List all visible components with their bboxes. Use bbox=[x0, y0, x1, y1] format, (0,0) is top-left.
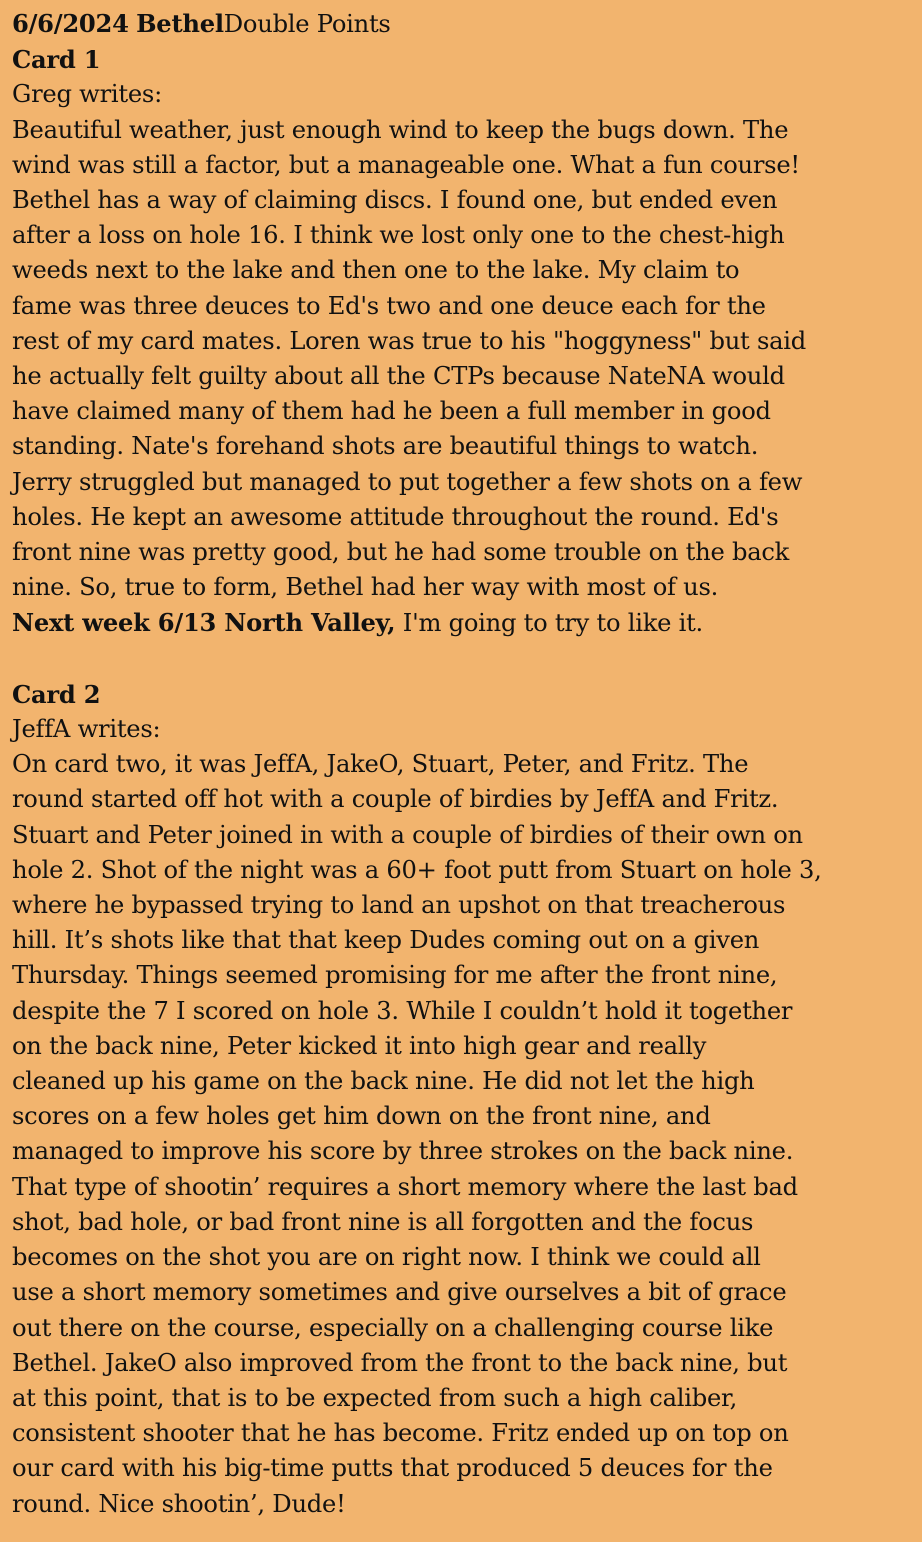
card-1-author: Greg writes: bbox=[12, 80, 162, 109]
next-week-line bbox=[12, 605, 912, 641]
card-1-text-line: he actually felt guilty about all the CTPs because NateNA would bbox=[12, 362, 785, 391]
header-line bbox=[12, 6, 912, 42]
card-1-body bbox=[12, 113, 912, 606]
card-2-text-line: That type of shootin’ requires a short memory where the last bad bbox=[12, 1172, 798, 1201]
card-2-author: JeffA writes: bbox=[12, 715, 161, 744]
card-2-text-line: Bethel. JakeO also improved from the front to the back nine, but bbox=[12, 1348, 788, 1377]
header-event: Double Points bbox=[223, 10, 391, 38]
card-2-text-line: managed to improve his score by three strokes on the back nine. bbox=[12, 1137, 794, 1166]
card-2-text-line: our card with his big-time putts that produced 5 deuces for the bbox=[12, 1454, 773, 1483]
card-1-text-line: nine. So, true to form, Bethel had her way with most of us. bbox=[12, 573, 719, 602]
card-1-text-line: holes. He kept an awesome attitude throughout the round. Ed's bbox=[12, 502, 779, 531]
section-spacer bbox=[12, 642, 912, 677]
card-1-text-line: have claimed many of them had he been a full member in good bbox=[12, 397, 771, 426]
card-1-text-line: Beautiful weather, just enough wind to keep the bugs down. The bbox=[12, 115, 789, 144]
card-2-text-line: shot, bad hole, or bad front nine is all forgotten and the focus bbox=[12, 1207, 754, 1236]
card-2-text-line: out there on the course, especially on a challenging course like bbox=[12, 1313, 774, 1342]
card-2-text-line: round started off hot with a couple of birdies by JeffA and Fritz. bbox=[12, 785, 779, 814]
card-2-text-line: scores on a few holes get him down on the front nine, and bbox=[12, 1102, 711, 1131]
card-2-section bbox=[12, 677, 912, 1522]
card-2-text-line: On card two, it was JeffA, JakeO, Stuart, Peter, and Fritz. The bbox=[12, 750, 749, 779]
card-2-text-line: use a short memory sometimes and give ourselves a bit of grace bbox=[12, 1278, 787, 1307]
card-2-text-line: Stuart and Peter joined in with a couple of birdies of their own on bbox=[12, 820, 803, 849]
card-1-text-line: rest of my card mates. Loren was true to his "hoggyness" but said bbox=[12, 326, 807, 355]
card-2-title: Card 2 bbox=[12, 679, 101, 709]
next-week-text: I'm going to try to like it. bbox=[395, 609, 703, 638]
card-2-text-line: Thursday. Things seemed promising for me after the front nine, bbox=[12, 961, 778, 990]
header-date: 6/6/2024 bbox=[12, 9, 129, 38]
card-2-text-line: round. Nice shootin’, Dude! bbox=[12, 1489, 346, 1518]
card-1-text-line: fame was three deuces to Ed's two and one deuce each for the bbox=[12, 291, 766, 320]
card-1-text-line: standing. Nate's forehand shots are beautiful things to watch. bbox=[12, 432, 759, 461]
card-1-section bbox=[12, 42, 912, 641]
card-2-text-line: on the back nine, Peter kicked it into high gear and really bbox=[12, 1031, 707, 1060]
card-1-text-line: weeds next to the lake and then one to the lake. My claim to bbox=[12, 256, 740, 285]
header-course: Bethel bbox=[136, 9, 224, 38]
card-2-text-line: hill. It’s shots like that that keep Dudes coming out on a given bbox=[12, 926, 760, 955]
card-1-text-line: Bethel has a way of claiming discs. I found one, but ended even bbox=[12, 186, 778, 215]
card-2-text-line: hole 2. Shot of the night was a 60+ foot putt from Stuart on hole 3, bbox=[12, 855, 822, 884]
card-2-text-line: despite the 7 I scored on hole 3. While I couldn’t hold it together bbox=[12, 996, 793, 1025]
card-2-text-line: cleaned up his game on the back nine. He did not let the high bbox=[12, 1067, 755, 1096]
card-2-text-line: becomes on the shot you are on right now. I think we could all bbox=[12, 1243, 761, 1272]
card-2-text-line: where he bypassed trying to land an upshot on that treacherous bbox=[12, 891, 786, 920]
card-1-text-line: after a loss on hole 16. I think we lost only one to the chest-high bbox=[12, 221, 785, 250]
card-1-text-line: wind was still a factor, but a manageable one. What a fun course! bbox=[12, 150, 800, 179]
card-2-text-line: consistent shooter that he has become. Fritz ended up on top on bbox=[12, 1419, 789, 1448]
card-2-body bbox=[12, 747, 912, 1521]
next-week-label: Next week 6/13 North Valley, bbox=[12, 608, 396, 638]
card-2-text-line: at this point, that is to be expected from such a high caliber, bbox=[12, 1383, 738, 1412]
card-1-text-line: Jerry struggled but managed to put together a few shots on a few bbox=[12, 467, 803, 496]
card-1-text-line: front nine was pretty good, but he had some trouble on the back bbox=[12, 538, 790, 567]
card-1-title: Card 1 bbox=[12, 45, 101, 75]
